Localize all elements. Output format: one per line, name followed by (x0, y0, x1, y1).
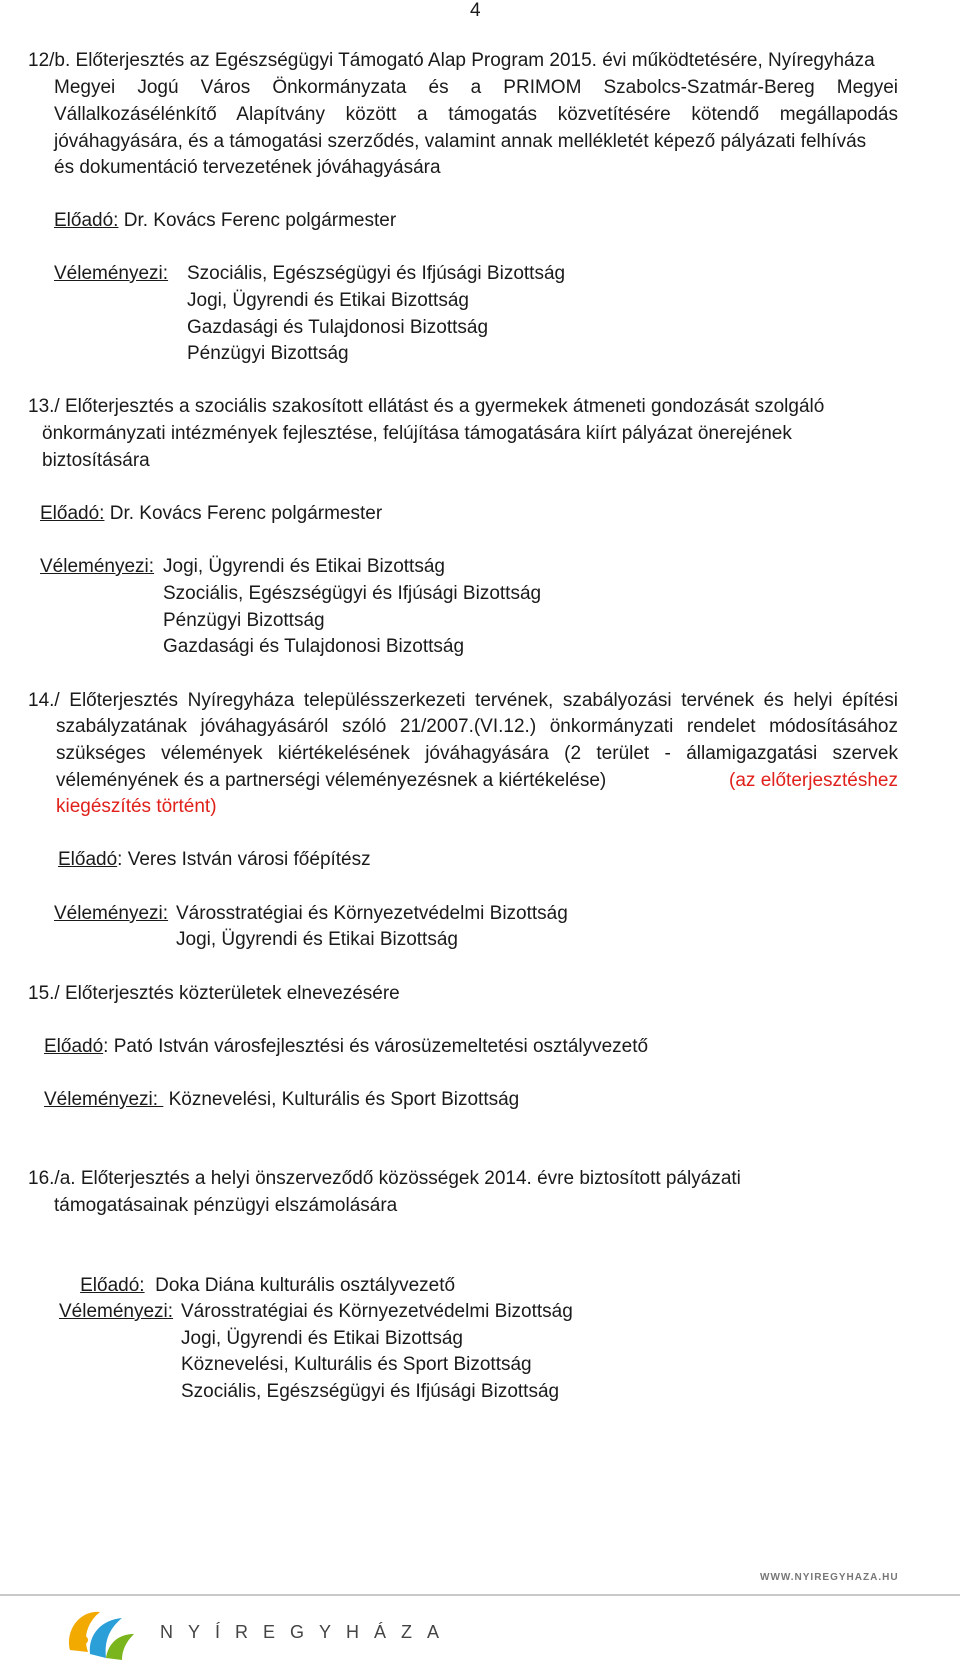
presenter-line (44, 1033, 648, 1060)
item-title-line: szabályzatának jóváhagyásáról szóló 21/2007.(VI.12.) önkormányzati rendelet módosításához (56, 716, 898, 737)
presenter-name: : Veres István városi főépítész (117, 849, 371, 870)
item-title-line: Megyei Jogú Város Önkormányzata és a PRIMOM Szabolcs-Szatmár-Bereg Megyei (54, 77, 898, 98)
presenter-name: Doka Diána kulturális osztályvezető (144, 1275, 456, 1296)
presenter-label: Előadó (44, 1036, 104, 1057)
presenter-name: Dr. Kovács Ferenc polgármester (118, 210, 397, 231)
presenter-label: Előadó (58, 849, 118, 870)
reviewers-label: Véleményezi: (54, 903, 169, 924)
reviewers-label: Véleményezi: (59, 1301, 174, 1322)
item-title-line: önkormányzati intézmények fejlesztése, felújítása támogatására kiírt pályázat önerejének (42, 423, 792, 444)
item-title-line: biztosítására (42, 450, 150, 471)
committee-item: Jogi, Ügyrendi és Etikai Bizottság (163, 556, 445, 577)
committee-item: Gazdasági és Tulajdonosi Bizottság (163, 636, 465, 657)
footer-divider (0, 1594, 960, 1596)
presenter-line (40, 500, 382, 527)
committee-item: Köznevelési, Kulturális és Sport Bizottság (168, 1089, 520, 1110)
reviewers-label: Véleményezi: (40, 556, 155, 577)
item-title-line: szükséges vélemények kiértékelésének jóváhagyására (2 terület - államigazgatási szervek (56, 743, 898, 764)
presenter-label: Előadó: (54, 210, 119, 231)
item-title-line: és dokumentáció tervezetének jóváhagyására (54, 157, 441, 178)
supplement-note: (az előterjesztéshez (729, 770, 898, 791)
committee-item: Jogi, Ügyrendi és Etikai Bizottság (176, 929, 458, 950)
page-number: 4 (470, 0, 481, 21)
item-title-line: Vállalkozásélénkítő Alapítvány között a támogatás közvetítésére kötendő megállapodás (54, 104, 898, 125)
reviewers-line (44, 1086, 519, 1113)
committee-item: Köznevelési, Kulturális és Sport Bizottság (181, 1354, 532, 1375)
committee-item: Jogi, Ügyrendi és Etikai Bizottság (187, 290, 469, 311)
item-title-line: támogatásainak pénzügyi elszámolására (54, 1195, 398, 1216)
presenter-line (58, 846, 371, 873)
item-title-line: 13./ Előterjesztés a szociális szakosított ellátást és a gyermekek átmeneti gondozását szolgáló (28, 396, 825, 417)
item-title-line: 14./ Előterjesztés Nyíregyháza településszerkezeti tervének, szabályozási tervének és helyi építési (28, 690, 898, 711)
committee-item: Városstratégiai és Környezetvédelmi Bizottság (176, 903, 568, 924)
item-title-line: 15./ Előterjesztés közterületek elnevezésére (28, 983, 400, 1004)
committee-item: Pénzügyi Bizottság (187, 343, 349, 364)
item-title-line: 12/b. Előterjesztés az Egészségügyi Támogató Alap Program 2015. évi működtetésére, Nyíregyháza (28, 50, 875, 71)
committee-item: Gazdasági és Tulajdonosi Bizottság (187, 317, 489, 338)
item-title-line (56, 767, 898, 794)
presenter-line (54, 207, 396, 234)
reviewers-label: Véleményezi: (44, 1089, 164, 1110)
committee-item: Szociális, Egészségügyi és Ifjúsági Bizottság (187, 263, 566, 284)
item-title-line: jóváhagyására, és a támogatási szerződés, valamint annak mellékletét képező pályázati felhívás (54, 131, 867, 152)
item-title-line: 16./a. Előterjesztés a helyi önszerveződő közösségek 2014. évre biztosított pályázati (28, 1168, 741, 1189)
supplement-note: kiegészítés történt) (56, 796, 217, 817)
committee-item: Szociális, Egészségügyi és Ifjúsági Bizottság (163, 583, 542, 604)
item-title-text: véleményének és a partnerségi véleményezésnek a kiértékelése) (56, 770, 607, 791)
presenter-label: Előadó: (80, 1275, 145, 1296)
city-logo-wordmark: NYÍREGYHÁZA (160, 1622, 455, 1642)
presenter-name: Dr. Kovács Ferenc polgármester (104, 503, 383, 524)
committee-item: Szociális, Egészségügyi és Ifjúsági Bizottság (181, 1381, 560, 1402)
committee-item: Városstratégiai és Környezetvédelmi Bizottság (181, 1301, 573, 1322)
presenter-label: Előadó: (40, 503, 105, 524)
footer-url: WWW.NYIREGYHAZA.HU (760, 1572, 899, 1583)
committee-item: Jogi, Ügyrendi és Etikai Bizottság (181, 1328, 463, 1349)
reviewers-label: Véleményezi: (54, 263, 169, 284)
presenter-name: : Pató István városfejlesztési és városüzemeltetési osztályvezető (103, 1036, 649, 1057)
committee-item: Pénzügyi Bizottság (163, 610, 325, 631)
city-logo-icon (60, 1600, 140, 1664)
